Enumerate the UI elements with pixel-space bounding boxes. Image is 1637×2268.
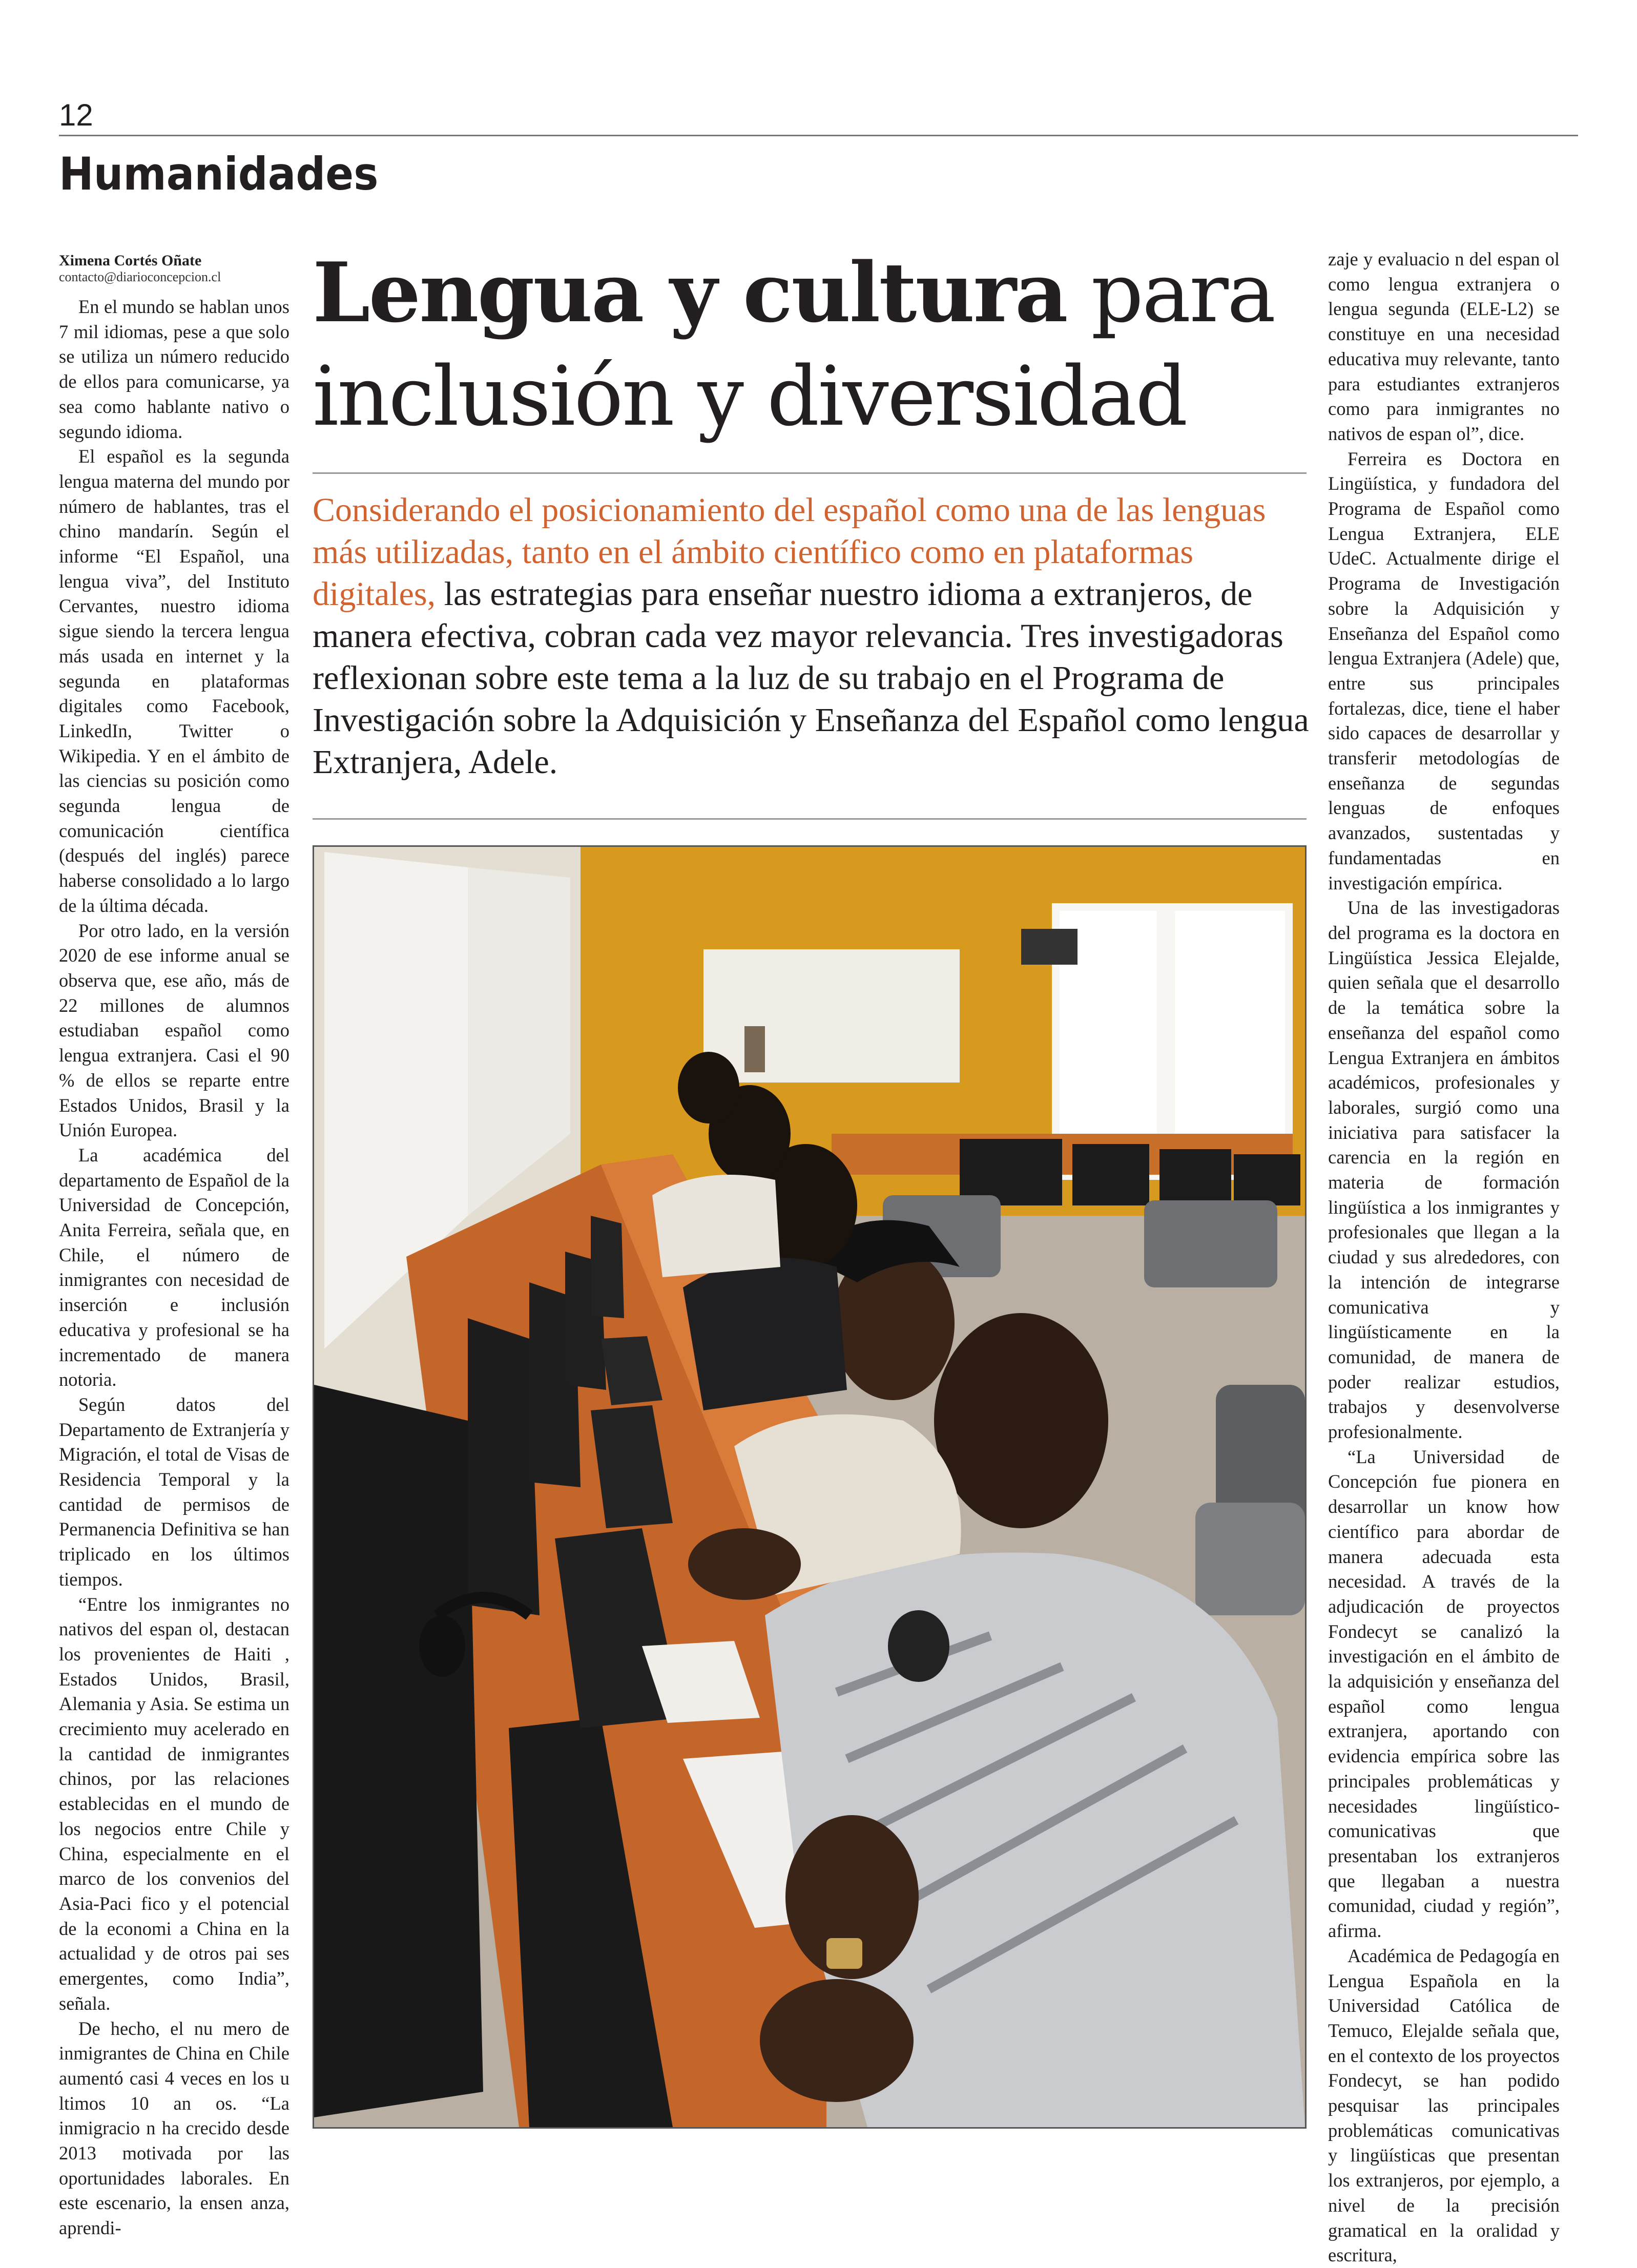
paragraph: zaje y evaluacio n del espan ol como lengua extranjera o lengua segunda (ELE-L2) se constituye en una necesidad educativa muy relevante, tanto para estudiantes extranjeros como para inmigrantes no nativos de espan ol”, dice.	[1328, 248, 1560, 444]
deck	[313, 489, 1309, 783]
article-right-column	[1328, 247, 1560, 2268]
paragraph: Por otro lado, en la versión 2020 de ese informe anual se observa que, ese año, más de 22 millones de alumnos estudiaban español como lengua extranjera. Casi el 90 % de ellos se reparte entre Estados Unidos, Brasil y la Unión Europea.	[59, 920, 289, 1141]
paragraph: La académica del departamento de Español de la Universidad de Concepción, Anita Ferreira, señala que, en Chile, el número de inmigrantes con necesidad de inserción e inclusión educativa y profesional se ha incrementado de manera notoria.	[59, 1144, 289, 1390]
headline	[313, 241, 1312, 448]
byline	[59, 252, 221, 285]
headline-light-line2: inclusión y diversidad	[313, 348, 1187, 444]
deck-text: las estrategias para enseñar nuestro idioma a extranjeros, de manera efectiva, cobran cada vez mayor relevancia. Tres investigadoras reflexionan sobre este tema a la luz de su trabajo en el Programa de Investigación sobre la Adquisición y Enseñanza del Español como lengua Extranjera, Adele.	[313, 575, 1309, 781]
header-rule	[59, 135, 1578, 136]
paragraph: “La Universidad de Concepción fue pionera en desarrollar un know how científico para abordar de manera adecuada esta necesidad. A través de la adjudicación de proyectos Fondecyt se canalizó la investigación en el ámbito de la adquisición y enseñanza del español como lengua extranjera, aportando con evidencia empírica sobre las principales problemáticas y necesidades lingüístico-comunicativas que presentaban los extranjeros que llegaban a nuestra comunidad, ciudad y región”, afirma.	[1328, 1446, 1560, 1942]
paragraph: Una de las investigadoras del programa es la doctora en Lingüística Jessica Elejalde, quien señala que el desarrollo de la temática sobre la enseñanza del español como Lengua Extranjera en ámbitos académicos, profesionales y laborales, surgió como una iniciativa para satisfacer la carencia en la región en materia de formación lingüística a los inmigrantes y profesionales que llegan a la ciudad y sus alrededores, con la intención de integrarse comunicativa y lingüísticamente en la comunidad, de manera de poder realizar estudios, trabajos y desenvolverse profesionalmente.	[1328, 897, 1560, 1443]
deck-accent: Considerando el posicionamiento del español como una de las lenguas más utilizadas, tanto en el ámbito científico como en plataformas digitales,	[313, 491, 1266, 613]
paragraph: En el mundo se hablan unos 7 mil idiomas, pese a que solo se utiliza un número reducido de ellos para comunicarse, ya sea como hablante nativo o segundo idioma.	[59, 296, 289, 442]
paragraph: El español es la segunda lengua materna del mundo por número de hablantes, tras el chino mandarín. Según el informe “El Español, una lengua viva”, del Instituto Cervantes, nuestro idioma sigue siendo la tercera lengua más usada en internet y la segunda en plataformas digitales como Facebook, LinkedIn, Twitter o Wikipedia. Y en el ámbito de las ciencias su posición como segunda lengua de comunicación científica (después del inglés) parece haberse consolidado a lo largo de la última década.	[59, 446, 289, 916]
deck-top-rule	[313, 472, 1307, 474]
paragraph: “Entre los inmigrantes no nativos del espan ol, destacan los provenientes de Haiti , Estados Unidos, Brasil, Alemania y Asia. Se estima un crecimiento muy acelerado en la cantidad de inmigrantes chinos, por las relaciones establecidas en el mundo de los negocios entre Chile y China, especialmente en el marco de los convenios del Asia-Paci fico y el potencial de la economi a China en la actualidad y de otros pai ses emergentes, como India”, señala.	[59, 1593, 289, 2014]
byline-author: Ximena Cortés Oñate	[59, 252, 202, 269]
paragraph: Académica de Pedagogía en Lengua Española en la Universidad Católica de Temuco, Elejalde señala que, en el contexto de los proyectos Fondecyt, se han podido pesquisar las principales problemáticas comunicativas y lingüísticas que presentan los extranjeros, por ejemplo, a nivel de la precisión gramatical en la oralidad y escritura,	[1328, 1945, 1560, 2266]
classroom-photo-illustration	[314, 847, 1305, 2127]
paragraph: Según datos del Departamento de Extranjería y Migración, el total de Visas de Residencia Temporal y la cantidad de permisos de Permanencia Definitiva se han triplicado en los últimos tiempos.	[59, 1393, 289, 1590]
headline-bold: Lengua y cultura	[313, 244, 1067, 341]
paragraph: Ferreira es Doctora en Lingüística, y fundadora del Programa de Español como Lengua Extranjera, ELE UdeC. Actualmente dirige el Programa de Investigación sobre la Adquisición y Enseñanza del Español como lengua Extranjera (Adele) que, entre sus principales fortalezas, dice, tiene el haber sido capaces de desarrollar y transferir metodologías de enseñanza de segundas lenguas de enfoques avanzados, sustentadas y fundamentadas en investigación empírica.	[1328, 448, 1560, 893]
byline-email[interactable]: contacto@diarioconcepcion.cl	[59, 269, 221, 284]
section-title: Humanidades	[59, 148, 379, 200]
deck-bottom-rule	[313, 818, 1307, 820]
article-photo	[313, 845, 1307, 2129]
article-left-column	[59, 295, 289, 2241]
paragraph: De hecho, el nu mero de inmigrantes de China en Chile aumentó casi 4 veces en los u ltimos 10 an os. “La inmigracio n ha crecido desde 2013 motivada por las oportunidades laborales. En este escenario, la ensen anza, aprendi-	[59, 2017, 289, 2239]
page-number: 12	[59, 98, 93, 132]
headline-light: para	[1066, 245, 1275, 341]
